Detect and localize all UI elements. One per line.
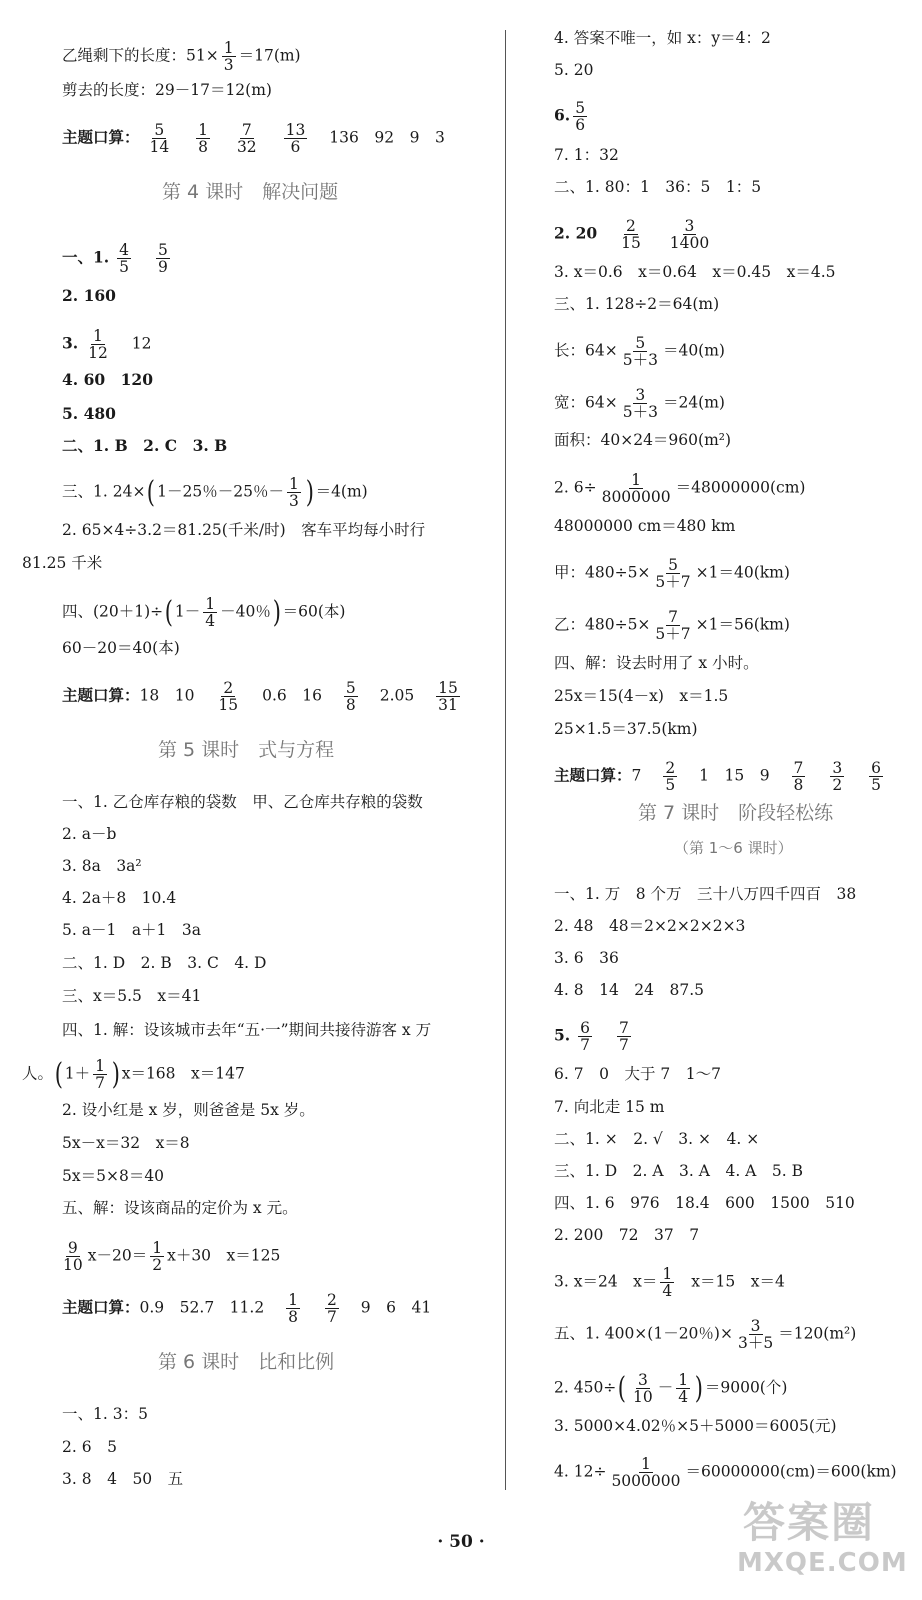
answer-line: 二、1. D 2. B 3. C 4. D bbox=[62, 954, 267, 972]
answer-line: 5x－x＝32 x＝8 bbox=[62, 1134, 190, 1152]
answer-line: 2. 6 5 bbox=[62, 1438, 117, 1456]
answer-line: 7. 1：32 bbox=[554, 146, 619, 164]
answer-line: 二、1. B 2. C 3. B bbox=[62, 436, 228, 455]
answer-line: 5x＝5×8＝40 bbox=[62, 1167, 165, 1185]
answer-line: 60－20＝40(本) bbox=[62, 639, 180, 657]
answer-line: 面积：40×24＝960(m²) bbox=[554, 431, 732, 449]
answer-line: 4. 60 120 bbox=[62, 370, 154, 389]
answer-line: 甲：480÷5× $\frac{5}{5+7}$ ×1＝40(km) bbox=[554, 556, 790, 591]
answer-line: 一、1. 万 8 个万 三十八万四千四百 38 bbox=[554, 885, 857, 903]
answer-line: 25x＝15(4－x) x＝1.5 bbox=[554, 687, 729, 705]
answer-line: 2. 48 48＝2×2×2×2×3 bbox=[554, 917, 746, 935]
answer-line: 3. 5000×4.02％×5＋5000＝6005(元) bbox=[554, 1417, 837, 1435]
answer-line: 3. $\frac{1}{12}$ 12 bbox=[62, 327, 152, 362]
answer-line: 二、1. × 2. √ 3. × 4. × bbox=[554, 1130, 760, 1148]
answer-line: 2. 20 $\frac{2}{15}$ $\frac{3}{1400}$ bbox=[554, 217, 710, 252]
section-subheading: （第 1～6 课时） bbox=[674, 839, 793, 857]
answer-line: 五、解：设该商品的定价为 x 元。 bbox=[62, 1199, 298, 1217]
oral-calc-line: 主题口算：0.9 52.7 11.2 $\frac{1}{8}$ $\frac{2}{7}$ 9 6 41 bbox=[62, 1291, 432, 1326]
answer-line: $\frac{9}{10}$ x－20＝ $\frac{1}{2}$ x＋30 x＝125 bbox=[63, 1239, 281, 1274]
answer-line: 3. 8 4 50 五 bbox=[62, 1470, 184, 1488]
answer-line: 2. 450÷( $\frac{3}{10}$ － $\frac{1}{4}$ ) ＝9000(个) bbox=[554, 1370, 788, 1406]
answer-line: 四、解：设去时用了 x 小时。 bbox=[554, 654, 759, 672]
section-heading: 第 5 课时 式与方程 bbox=[158, 739, 335, 761]
answer-line: 2. 6÷ $\frac{1}{8000000}$ ＝48000000(cm) bbox=[554, 471, 806, 506]
answer-line: 三、1. D 2. A 3. A 4. A 5. B bbox=[554, 1162, 803, 1180]
answer-line: 2. a－b bbox=[62, 825, 117, 843]
answer-line: 4. 2a＋8 10.4 bbox=[62, 889, 177, 907]
section-heading: 第 7 课时 阶段轻松练 bbox=[638, 802, 834, 824]
answer-line: 一、1. 乙仓库存粮的袋数 甲、乙仓库共存粮的袋数 bbox=[62, 793, 423, 811]
answer-line: 宽：64× $\frac{3}{5+3}$ ＝24(m) bbox=[554, 386, 725, 421]
answer-line: 三、1. 128÷2＝64(m) bbox=[554, 295, 720, 313]
oral-calc-line: 主题口算：18 10 $\frac{2}{15}$ 0.6 16 $\frac{5}{8}$ 2.05 $\frac{15}{31}$ bbox=[62, 679, 458, 714]
answer-line: 2. 设小红是 x 岁，则爸爸是 5x 岁。 bbox=[62, 1101, 315, 1119]
answer-line: 长：64× $\frac{5}{5+3}$ ＝40(m) bbox=[554, 334, 725, 369]
page-number: · 50 · bbox=[437, 1532, 485, 1552]
answer-line: 4. 12÷ $\frac{1}{5000000}$ ＝60000000(cm)＝600(km) bbox=[554, 1455, 897, 1490]
watermark-url: MXQE.COM bbox=[737, 1548, 908, 1578]
answer-line: 2. 65×4÷3.2＝81.25(千米/时) 客车平均每小时行 bbox=[62, 521, 426, 539]
answer-line: 三、x＝5.5 x＝41 bbox=[62, 987, 202, 1005]
answer-line: 人。( 1＋ $\frac{1}{7}$ ) x＝168 x＝147 bbox=[22, 1056, 245, 1092]
answer-line: 5. $\frac{6}{7}$ $\frac{7}{7}$ bbox=[554, 1019, 629, 1054]
answer-line: 三、1. 24×( 1－25％－25％－ $\frac{1}{3}$ ) ＝4(m) bbox=[62, 474, 368, 510]
answer-line: 3. 6 36 bbox=[554, 949, 619, 967]
section-heading: 第 6 课时 比和比例 bbox=[158, 1351, 335, 1373]
answer-line: 3. 8a 3a² bbox=[62, 857, 142, 875]
fraction: $\frac{1}{3}$ bbox=[223, 39, 234, 74]
section-heading: 第 4 课时 解决问题 bbox=[162, 181, 339, 203]
answer-line: 25×1.5＝37.5(km) bbox=[554, 720, 698, 738]
watermark-logo bbox=[735, 1488, 915, 1588]
oral-calc-line: 主题口算： $\frac{5}{14}$ $\frac{1}{8}$ $\frac{7}{32}$ $\frac{13}{6}$ 136 92 9 3 bbox=[62, 121, 445, 156]
answer-line: 四、1. 解：设该城市去年“五·一”期间共接待游客 x 万 bbox=[62, 1021, 432, 1039]
answer-line: 五、1. 400×(1－20％)× $\frac{3}{3+5}$ ＝120(m²) bbox=[554, 1317, 857, 1352]
answer-line: 5. 20 bbox=[554, 61, 594, 79]
answer-line: 3. x＝0.6 x＝0.64 x＝0.45 x＝4.5 bbox=[554, 263, 836, 281]
answer-line: 二、1. 80：1 36：5 1：5 bbox=[554, 178, 762, 196]
answer-line: 3. x＝24 x＝ $\frac{1}{4}$ x＝15 x＝4 bbox=[554, 1265, 785, 1300]
answer-line: 6. 7 0 大于 7 1～7 bbox=[554, 1065, 721, 1083]
answer-line: 2. 200 72 37 7 bbox=[554, 1226, 700, 1244]
watermark-text: 答案圈 bbox=[743, 1498, 876, 1547]
answer-line: 2. 160 bbox=[62, 286, 116, 305]
answer-line: 乙：480÷5× $\frac{7}{5+7}$ ×1＝56(km) bbox=[554, 608, 790, 643]
answer-line: 四、(20＋1)÷( 1－ $\frac{1}{4}$ －40％) ＝60(本) bbox=[62, 594, 346, 630]
answer-line: 乙绳剩下的长度：51× $\frac{1}{3}$ ＝17(m) bbox=[62, 39, 301, 74]
column-divider bbox=[505, 30, 506, 1490]
oral-calc-line: 主题口算：7 $\frac{2}{5}$ 1 15 9 $\frac{7}{8}$ $\frac{3}{2}$ $\frac{6}{5}$ bbox=[554, 759, 882, 794]
answer-line: 6. $\frac{5}{6}$ bbox=[554, 99, 586, 134]
answer-line: 一、1. $\frac{4}{5}$ $\frac{5}{9}$ bbox=[62, 241, 168, 276]
answer-line: 81.25 千米 bbox=[22, 554, 103, 572]
answer-line: 四、1. 6 976 18.4 600 1500 510 bbox=[554, 1194, 855, 1212]
answer-line: 7. 向北走 15 m bbox=[554, 1098, 665, 1116]
answer-line: 剪去的长度：29－17＝12(m) bbox=[62, 81, 272, 99]
answer-line: 一、1. 3：5 bbox=[62, 1405, 148, 1423]
answer-line: 4. 答案不唯一，如 x：y＝4：2 bbox=[554, 29, 771, 47]
answer-line: 48000000 cm＝480 km bbox=[554, 517, 736, 535]
answer-line: 5. 480 bbox=[62, 404, 116, 423]
answer-line: 4. 8 14 24 87.5 bbox=[554, 981, 705, 999]
answer-line: 5. a－1 a＋1 3a bbox=[62, 921, 202, 939]
